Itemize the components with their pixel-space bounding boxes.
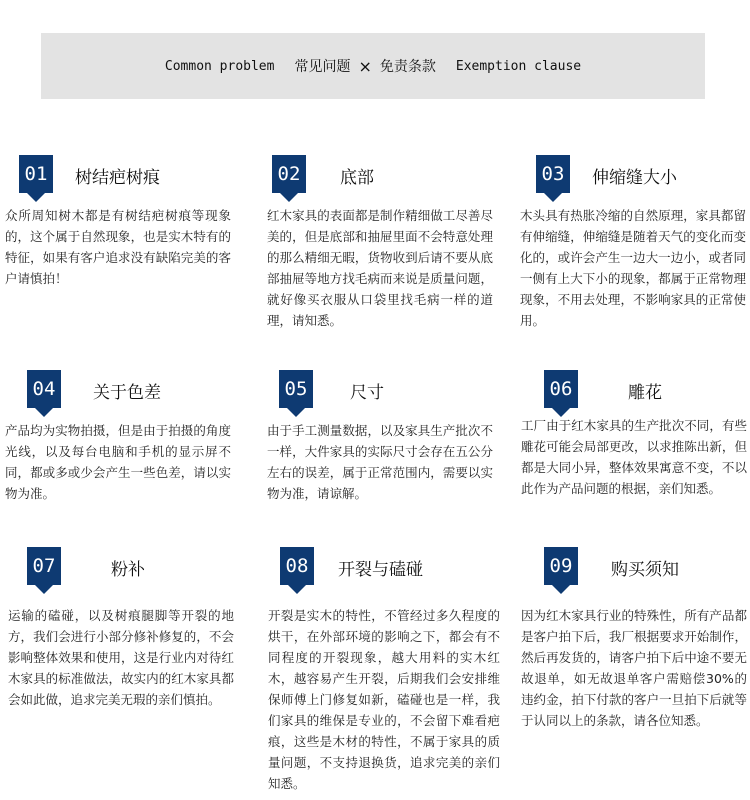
item-title: 开裂与磕碰 [338, 560, 423, 580]
number-badge: 03 [536, 155, 570, 193]
banner-zh-left: 常见问题 [294, 59, 351, 75]
item-title: 底部 [340, 168, 374, 188]
item-title: 雕花 [628, 383, 662, 403]
banner-en-left: Common problem [164, 58, 275, 74]
item-08 [260, 547, 500, 791]
item-text: 工厂由于红木家具的生产批次不同，有些雕花可能会局部更改，以求推陈出新，但都是大同小异，整体效果寓意不变，不以此作为产品问题的根据，亲们知悉。 [521, 418, 747, 496]
item-05 [260, 370, 500, 501]
item-07 [0, 547, 240, 707]
item-title: 购买须知 [611, 560, 679, 580]
item-02 [260, 155, 500, 328]
item-03 [515, 155, 750, 328]
item-09 [515, 547, 750, 728]
header-banner [41, 33, 705, 99]
item-title: 伸缩缝大小 [592, 168, 677, 188]
number-badge: 02 [272, 155, 306, 193]
item-title: 树结疤树痕 [75, 168, 160, 188]
number-badge: 05 [279, 370, 313, 408]
number-badge: 09 [544, 547, 578, 585]
item-text: 众所周知树木都是有树结疤树痕等现象的，这个属于自然现象，也是实木特有的特征，如果有客户追求没有缺陷完美的客户请慎拍！ [5, 208, 231, 286]
item-text: 红木家具的表面都是制作精细做工尽善尽美的，但是底部和抽屉里面不会特意处理的那么精细无暇，货物收到后请不要从底部抽屉等地方找毛病而来说是质量问题，就好像买衣服从口袋里找毛病一样的道理，请知悉。 [267, 208, 493, 328]
number-badge: 01 [19, 155, 53, 193]
item-text: 开裂是实木的特性，不管经过多久程度的烘干，在外部环境的影响之下，都会有不同程度的开裂现象，越大用料的实木红木，越容易产生开裂，后期我们会安排维保师傅上门修复如新，磕碰也是一样，我们家具的维保是专业的，不会留下难看疤痕，这些是木材的特性，不属于家具的质量问题，不支持退换货，追求完美的亲们知悉。 [268, 608, 500, 791]
item-title: 粉补 [111, 560, 145, 580]
item-text: 由于手工测量数据，以及家具生产批次不一样，大件家具的实际尺寸会存在五公分左右的误差，属于正常范围内，需要以实物为准，请谅解。 [267, 423, 493, 501]
banner-en-right: Exemption clause [455, 58, 582, 74]
number-badge: 07 [27, 547, 61, 585]
item-text: 产品均为实物拍摄，但是由于拍摄的角度光线，以及每台电脑和手机的显示屏不同，都或多或少会产生一些色差，请以实物为准。 [5, 423, 231, 501]
item-01 [0, 155, 240, 286]
banner-separator: × [358, 56, 372, 76]
item-title: 关于色差 [93, 383, 161, 403]
number-badge: 04 [27, 370, 61, 408]
item-text: 运输的磕碰，以及树痕腿脚等开裂的地方，我们会进行小部分修补修复的，不会影响整体效果和使用，这是行业内对待红木家具的标准做法，故实内的红木家具都会如此做，追求完美无瑕的亲们慎拍。 [8, 608, 234, 707]
item-06 [515, 370, 750, 496]
item-04 [0, 370, 240, 501]
banner-zh-right: 免责条款 [379, 59, 436, 75]
item-text: 因为红木家具行业的特殊性，所有产品都是客户拍下后，我厂根据要求开始制作，然后再发货的，请客户拍下后中途不要无故退单，如无故退单客户需赔偿30%的违约金，拍下付款的客户一旦拍下后就等于认同以上的条款，请各位知悉。 [521, 608, 747, 728]
item-text: 木头具有热胀冷缩的自然原理，家具都留有伸缩缝，伸缩缝是随着天气的变化而变化的，或许会产生一边大一边小，或者同一侧有上大下小的现象，都属于正常物理现象，不用去处理，不影响家具的正常使用。 [520, 208, 746, 328]
number-badge: 06 [544, 370, 578, 408]
number-badge: 08 [280, 547, 314, 585]
item-title: 尺寸 [350, 383, 384, 403]
